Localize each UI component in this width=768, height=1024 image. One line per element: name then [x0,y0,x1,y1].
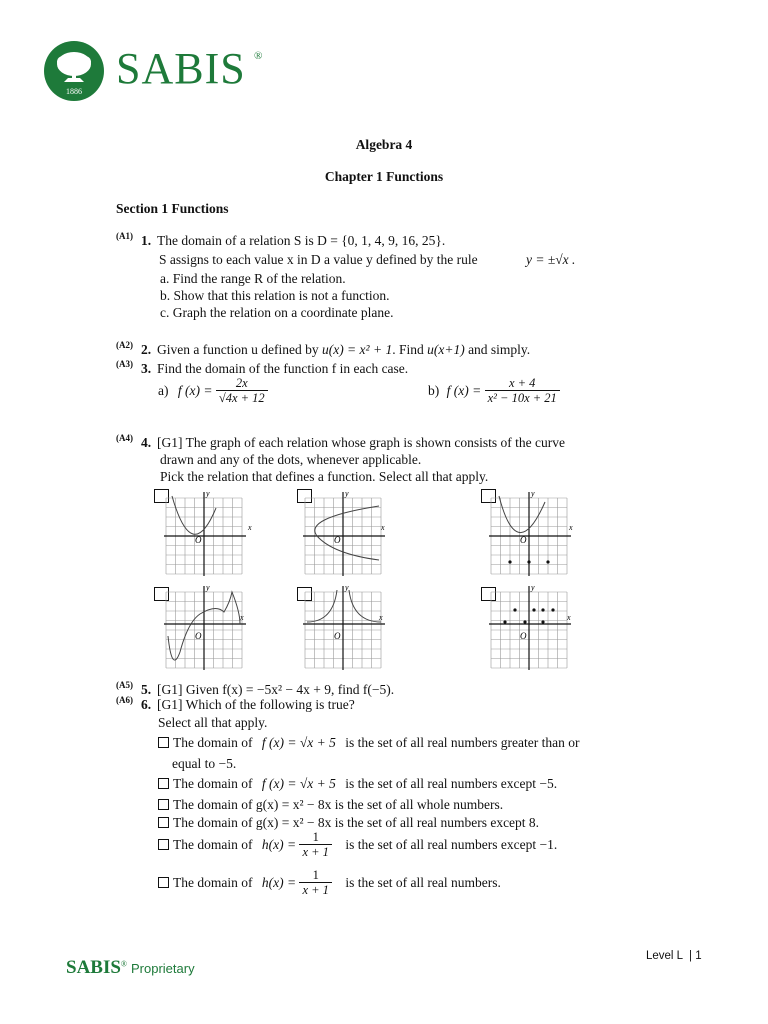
q6-option-2-pre: The domain of [173,776,253,791]
graph6-dot [532,608,535,611]
q6-option-5-pre: The domain of [173,837,253,852]
q6-option-1 [158,734,580,751]
graph6-dot [541,620,544,623]
graph3-x-label: x [569,523,573,532]
q3-number: 3. [141,361,152,376]
graph2-x-label: x [381,523,385,532]
graph6-dot [523,620,526,623]
graph6-y-label: y [531,583,535,592]
q6-option-2 [158,775,557,792]
q1-line2: S assigns to each value x in D a value y defined by the rule [159,252,478,267]
graph6-origin: O [520,631,527,641]
q6-option-5-checkbox[interactable] [158,839,169,850]
graph4-x-label: x [240,613,244,622]
graph4-origin: O [195,631,202,641]
q6-option-6-num: 1 [299,868,331,883]
section-title: Section 1 Functions [116,201,229,216]
footer-brand-name: SABIS [66,957,121,978]
q3-b-fraction [485,376,560,405]
q6-option-5-lhs: h(x) = [261,837,297,852]
graph2-curve [315,506,379,560]
footer-proprietary: Proprietary [131,961,195,976]
footer-brand-reg: ® [120,959,127,969]
logo-registered: ® [254,50,263,62]
q6-option-5-num: 1 [299,830,331,845]
q3-part-b [428,376,560,405]
graph3-y-label: y [531,489,535,498]
q3-b-numerator: x + 4 [485,376,560,391]
q6-option-3-checkbox[interactable] [158,799,169,810]
q1-line1: The domain of a relation S is D = {0, 1, 4, 9, 16, 25}. [157,233,446,248]
graph1-curve [172,496,216,534]
graph5-y-label: y [345,583,349,592]
doc-title: Algebra 4 [355,137,413,152]
logo-year: 1886 [66,87,82,96]
q6-option-4-checkbox[interactable] [158,817,169,828]
graph2 [303,488,399,576]
q6-option-5 [158,830,557,859]
q3-part-a [158,376,268,405]
q6-option-6-pre: The domain of [173,875,253,890]
graph2-y-label: y [345,489,349,498]
graph5-x-label: x [379,613,383,622]
q6-option-5-den: x + 1 [302,845,329,859]
q3-a-label: a) [158,383,169,398]
q2-text [157,341,530,358]
page-number: Level L | 1 [646,950,702,962]
q4-number: 4. [141,435,152,450]
q4-line2: drawn and any of the dots, whenever applicable. [160,452,422,467]
q6-option-1-cont: equal to −5. [172,756,237,771]
q2-text3: and simply. [468,342,531,357]
graph6 [487,582,583,672]
q4-line3: Pick the relation that defines a function. Select all that apply. [160,469,489,484]
graph1-x-label: x [248,523,252,532]
logo-wordmark: SABIS [116,44,246,93]
graph4-y-label: y [206,583,210,592]
q3-b-label: b) [428,383,440,398]
q3-tag: (A3) [116,359,133,369]
graph1 [160,488,256,576]
q2-text2: . Find [392,342,424,357]
graph5-curve-left [307,590,337,622]
q1-number: 1. [141,233,152,248]
q2-number: 2. [141,342,152,357]
q6-option-1-post: is the set of all real numbers greater than or [345,735,580,750]
q1-part-a: a. Find the range R of the relation. [160,271,346,286]
q6-select-all: Select all that apply. [158,715,268,730]
sabis-logo [42,40,272,102]
graph5 [303,582,399,672]
graph6-dot [503,620,506,623]
graph1-origin: O [195,535,202,545]
q6-option-6-checkbox[interactable] [158,877,169,888]
chapter-title: Chapter 1 Functions [324,169,444,184]
graph3-dot [508,560,511,563]
q6-option-6-fraction [299,868,331,897]
graph6-dot [513,608,516,611]
q6-option-2-post: is the set of all real numbers except −5. [345,776,558,791]
q6-text: [G1] Which of the following is true? [157,697,355,712]
q6-option-2-expr: f (x) = √x + 5 [261,776,336,791]
q6-option-6-den: x + 1 [302,883,329,897]
q1-tag: (A1) [116,231,133,241]
q6-option-6-post: is the set of all real numbers. [345,875,501,890]
q1-part-c: c. Graph the relation on a coordinate plane. [160,305,394,320]
graph3-dot [546,560,549,563]
q3-a-lhs: f (x) = [177,383,213,398]
q3-a-numerator: 2x [216,376,268,391]
q6-number: 6. [141,697,152,712]
q6-option-6 [158,868,501,897]
graph5-origin: O [334,631,341,641]
graph3-origin: O [520,535,527,545]
q6-option-5-fraction [299,830,331,859]
q6-option-2-checkbox[interactable] [158,778,169,789]
q6-option-3-text: The domain of g(x) = x² − 8x is the set of all whole numbers. [173,797,504,812]
q2-text1: Given a function u defined by [157,342,319,357]
q3-b-denominator: x² − 10x + 21 [487,391,557,405]
q6-option-3 [158,796,503,813]
q6-option-5-post: is the set of all real numbers except −1. [345,837,558,852]
tree-seal-icon [42,40,106,102]
q1-part-b: b. Show that this relation is not a function. [160,288,390,303]
q3-text: Find the domain of the function f in each case. [157,361,409,376]
q2-expr: u(x) = x² + 1 [321,342,393,357]
q5-number: 5. [141,682,152,697]
graph3 [487,488,583,576]
q5-tag: (A5) [116,680,133,690]
q2-expr2: u(x+1) [427,342,465,357]
q2-tag: (A2) [116,340,133,350]
graph1-y-label: y [206,489,210,498]
footer-brand [66,957,195,979]
q6-option-1-pre: The domain of [173,735,253,750]
graph6-dot [541,608,544,611]
q6-option-4 [158,814,539,831]
graph3-curve [499,496,545,533]
graph6-x-label: x [567,613,571,622]
q3-a-denominator: √4x + 12 [218,391,265,405]
q6-option-1-expr: f (x) = √x + 5 [261,735,336,750]
graph6-dot [551,608,554,611]
q3-b-lhs: f (x) = [446,383,482,398]
q6-option-6-lhs: h(x) = [261,875,297,890]
graph2-origin: O [334,535,341,545]
q4-line1: [G1] The graph of each relation whose graph is shown consists of the curve [157,435,566,450]
q5-text: [G1] Given f(x) = −5x² − 4x + 9, find f(−5). [157,682,395,697]
q6-tag: (A6) [116,695,133,705]
graph4 [160,582,256,672]
q6-option-4-text: The domain of g(x) = x² − 8x is the set of all real numbers except 8. [173,815,540,830]
graph5-curve-right [349,590,381,622]
q6-option-1-checkbox[interactable] [158,737,169,748]
q1-rule: y = ±√x . [526,252,576,267]
q3-a-fraction [216,376,268,405]
q4-tag: (A4) [116,433,133,443]
graph3-dot [527,560,530,563]
